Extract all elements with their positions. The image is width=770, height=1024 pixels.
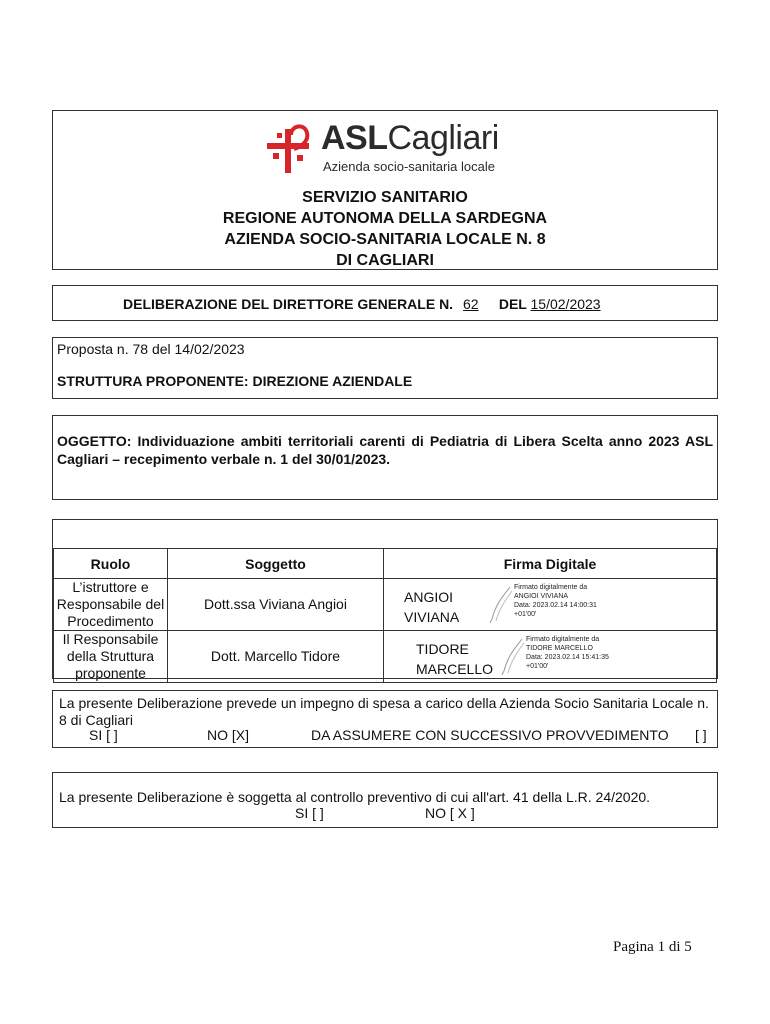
soggetto-cell: Dott.ssa Viviana Angioi [168,579,384,631]
deliberazione-date: 15/02/2023 [530,296,601,312]
header-firma: Firma Digitale [384,549,717,579]
firma-firstname: MARCELLO [416,661,494,677]
impegno-da-assumere: DA ASSUMERE CON SUCCESSIVO PROVVEDIMENTO [311,727,669,743]
impegno-si: SI [ ] [89,727,118,743]
logo-city: Cagliari [387,119,499,157]
meta-line: TIDORE MARCELLO [526,645,593,652]
ruolo-cell: Il Responsabile della Struttura proponente [54,631,168,683]
firma-cell [384,579,717,631]
logo-asl: ASL [321,119,388,157]
controllo-box [52,772,718,828]
date-year: 2023 [569,296,601,312]
impegno-no: NO [X] [207,727,250,743]
signature-mark-icon [488,585,514,625]
asl-cagliari-logo [263,117,523,179]
meta-line: Firmato digitalmente da [526,636,600,643]
header-line-3: AZIENDA SOCIO-SANITARIA LOCALE N. 8 [224,231,546,248]
date-day: 15 [530,296,547,312]
meta-line: Data: 2023.02.14 15:41:35 [526,654,609,661]
deliberazione-line [123,296,601,312]
header-line-2: REGIONE AUTONOMA DELLA SARDEGNA [222,210,548,227]
firma-meta [514,583,597,619]
header-soggetto: Soggetto [168,549,384,579]
controllo-text: La presente Deliberazione è soggetta al controllo preventivo di cui all'art. 41 della L.R. 24/2020. [59,789,651,805]
signatures-table [53,548,717,683]
asl-heart-cross-icon [263,119,319,175]
firma-firstname: VIVIANA [404,609,460,625]
meta-line: +01'00' [514,611,537,618]
deliberazione-del-label: DEL [498,296,527,312]
ruolo-cell: L’istruttore e Responsabile del Procedimento [54,579,168,631]
header-title [53,187,717,271]
controllo-si: SI [ ] [295,805,324,821]
signatures-header-row [54,549,717,579]
firma-name [416,639,493,679]
table-row [54,579,717,631]
firma-name [404,587,459,627]
logo-subtitle: Azienda socio-sanitaria locale [323,159,495,174]
meta-line: ANGIOI VIVIANA [514,593,569,600]
deliberazione-box [52,285,718,321]
oggetto-text: OGGETTO: Individuazione ambiti territoriali carenti di Pediatria di Libera Scelta anno 2023 ASL Cagliari – recepimento verbale n. 1 del 30/01/2023. [57,433,713,467]
meta-line: +01'00' [526,663,549,670]
proposta-text: Proposta n. 78 del 14/02/2023 [57,341,245,357]
table-row [54,631,717,683]
impegno-da-assumere-box: [ ] [695,727,707,743]
oggetto-box [52,415,718,500]
meta-line: Firmato digitalmente da [514,584,588,591]
meta-line: Data: 2023.02.14 14:00:31 [514,602,597,609]
deliberazione-number: 62 [462,296,479,312]
soggetto-cell: Dott. Marcello Tidore [168,631,384,683]
signatures-box [52,519,718,679]
impegno-box [52,690,718,748]
firma-surname: TIDORE [416,641,469,657]
signature-mark-icon [500,637,526,677]
date-month: 02 [549,296,566,312]
page-number: Pagina 1 di 5 [613,939,692,955]
firma-meta [526,635,609,671]
header-box [52,110,718,270]
firma-surname: ANGIOI [404,589,454,605]
header-ruolo: Ruolo [54,549,168,579]
header-line-4: DI CAGLIARI [336,252,434,269]
deliberazione-label: DELIBERAZIONE DEL DIRETTORE GENERALE N. [123,296,454,312]
header-line-1: SERVIZIO SANITARIO [302,189,468,206]
firma-cell [384,631,717,683]
struttura-proponente: STRUTTURA PROPONENTE: DIREZIONE AZIENDALE [57,373,413,389]
controllo-no: NO [ X ] [425,805,475,821]
proposta-box [52,337,718,399]
logo-wordmark [321,121,499,155]
impegno-text: La presente Deliberazione prevede un impegno di spesa a carico della Azienda Socio Sanitaria Locale n. 8 di Cagliari [59,695,709,728]
